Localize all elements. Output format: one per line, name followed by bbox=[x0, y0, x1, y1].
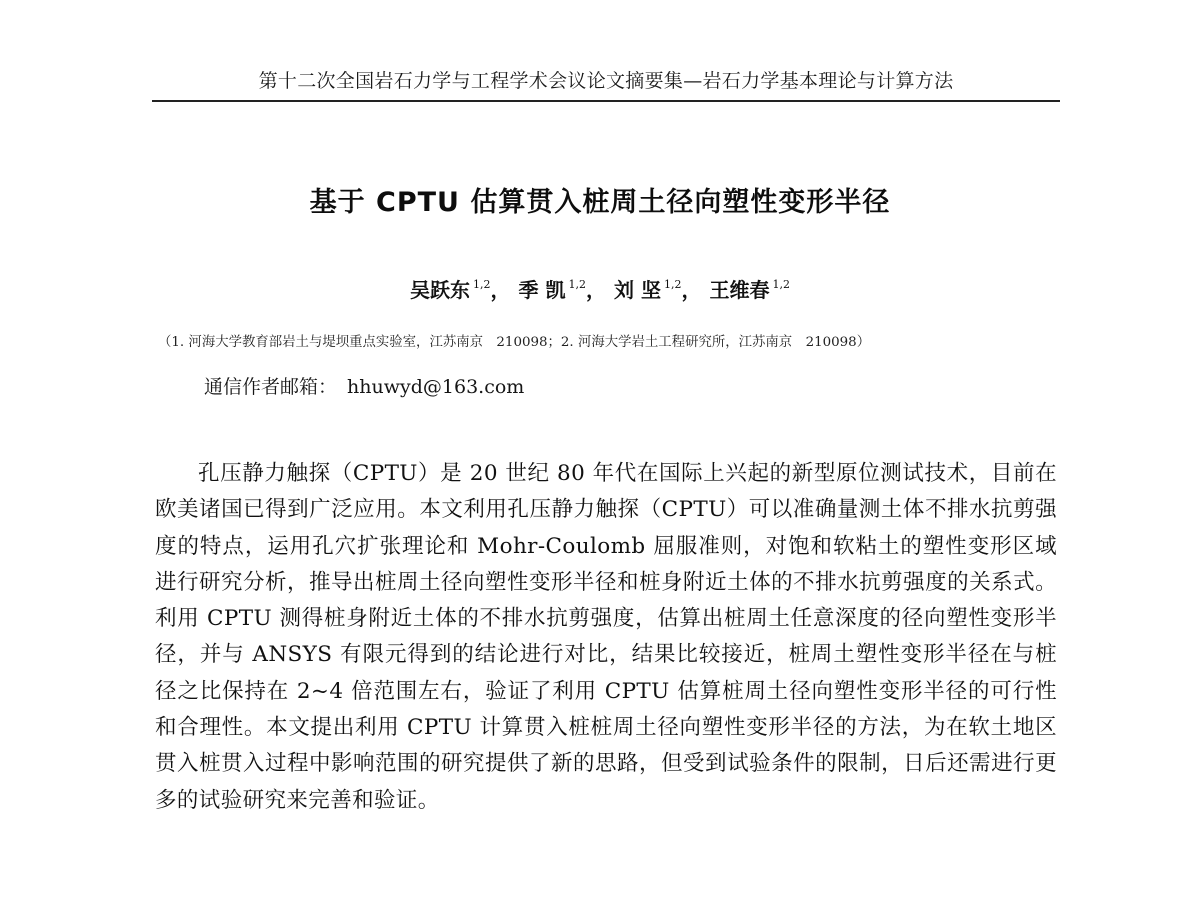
paper-title: 基于 CPTU 估算贯入桩周土径向塑性变形半径 bbox=[309, 187, 891, 218]
author-name: 季 凯 bbox=[518, 278, 566, 302]
author-list bbox=[0, 274, 1200, 303]
author-separator: ， bbox=[681, 278, 702, 302]
email-label: 通信作者邮箱： bbox=[204, 376, 338, 398]
author-3 bbox=[614, 274, 681, 303]
author-name: 刘 坚 bbox=[614, 278, 661, 302]
correspondence-line bbox=[204, 372, 524, 399]
author-2 bbox=[519, 274, 586, 303]
author-separator: ， bbox=[490, 278, 511, 302]
author-affiliation-mark: 1,2 bbox=[473, 278, 491, 291]
author-separator: ， bbox=[586, 278, 606, 302]
author-affiliation-mark: 1,2 bbox=[568, 278, 586, 291]
author-affiliation-mark: 1,2 bbox=[772, 278, 790, 291]
author-name: 王维春 bbox=[709, 278, 770, 302]
running-header: 第十二次全国岩石力学与工程学术会议论文摘要集—岩石力学基本理论与计算方法 bbox=[258, 70, 954, 92]
author-name: 吴跃东 bbox=[410, 278, 471, 302]
abstract-text: 孔压静力触探（CPTU）是 20 世纪 80 年代在国际上兴起的新型原位测试技术，目前在欧美诸国已得到广泛应用。本文利用孔压静力触探（CPTU）可以准确量测土体不排水抗剪强度的特点，运用孔穴扩张理论和 Mohr-Coulomb 屈服准则，对饱和软粘土的塑性变形区域进行研究分析，推导出桩周土径向塑性变形半径和桩身附近土体的不排水抗剪强度的关系式。利用 CPTU 测得桩身附近土体的不排水抗剪强度，估算出桩周土任意深度的径向塑性变形半径，并与 ANSYS 有限元得到的结论进行对比，结果比较接近，桩周土塑性变形半径在与桩径之比保持在 2~4 倍范围左右，验证了利用 CPTU 估算桩周土径向塑性变形半径的可行性和合理性。本文提出利用 CPTU 计算贯入桩桩周土径向塑性变形半径的方法，为在软土地区贯入桩贯入过程中影响范围的研究提供了新的思路，但受到试验条件的限制，日后还需进行更多的试验研究来完善和验证。 bbox=[155, 461, 1057, 813]
header-rule bbox=[152, 100, 1060, 102]
author-4 bbox=[709, 274, 790, 303]
email-address: hhuwyd@163.com bbox=[347, 376, 525, 398]
author-affiliation-mark: 1,2 bbox=[663, 278, 682, 291]
author-1 bbox=[410, 274, 491, 303]
affiliation: （1. 河海大学教育部岩土与堤坝重点实验室，江苏南京 210098；2. 河海大学岩土工程研究所，江苏南京 210098） bbox=[158, 335, 871, 350]
